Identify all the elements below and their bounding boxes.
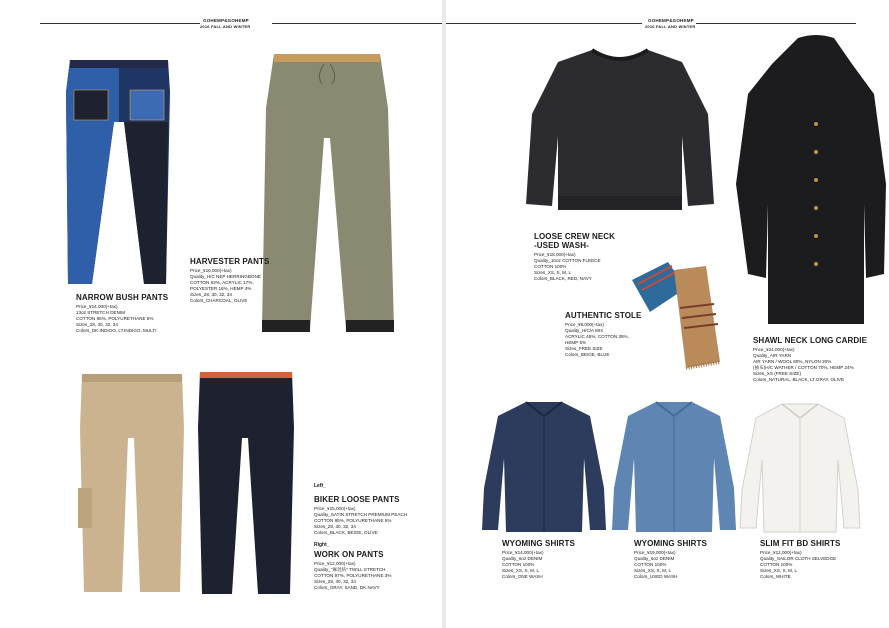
product-spec: (袖布)H/C WATHER / COTTON 70%, HEMP 24% — [753, 365, 854, 370]
product-price: Price_¥18,000(+tax) — [534, 252, 576, 257]
product-colors: Colors_WHITE — [760, 574, 791, 579]
loose-crew-neck-info — [534, 232, 615, 282]
header-season: 2016 FALL AND WINTER — [200, 24, 251, 29]
header-rule — [40, 23, 200, 24]
loose-crew-neck-image — [522, 44, 718, 214]
product-spec: AIR YARN / WOOL 80%, NYLON 20% — [753, 359, 832, 364]
product-price: Price_¥15,000(+tax) — [314, 506, 356, 511]
product-colors: Colors_NATURAL, BLACK, LT.GRAY, OLIVE — [753, 377, 845, 382]
product-colors: Colors_GRAY, SAND, DK.NAVY — [314, 585, 380, 590]
product-name: BIKER LOOSE PANTS — [314, 495, 400, 504]
shawl-neck-cardie-image — [734, 34, 889, 334]
product-spec: COTTON 100% — [502, 562, 535, 567]
authentic-stole-image — [628, 258, 724, 374]
product-spec: 13oz STRETCH DENIM — [76, 310, 126, 315]
product-colors: Colors_CHARCOAL, OLIVE — [190, 298, 248, 303]
product-name: NARROW BUSH PANTS — [76, 293, 169, 302]
product-spec: Quality_10oz COTTON FLEECE — [534, 258, 601, 263]
product-sizes: Sizes_28, 30, 32, 34 — [76, 322, 118, 327]
product-price: Price_¥24,000(+tax) — [753, 347, 795, 352]
slim-fit-bd-shirt-image — [738, 400, 862, 534]
product-price: Price_¥19,000(+tax) — [634, 550, 676, 555]
product-spec: Quality_6oz DENIM — [502, 556, 543, 561]
left-page — [0, 0, 442, 628]
product-sizes: Sizes_28, 30, 32, 34 — [314, 524, 356, 529]
header-brand: GOHEMP&GOHEMP — [203, 18, 249, 23]
product-spec: Quality_H/C/A MIX — [565, 328, 604, 333]
wyoming-shirt-onewash-image — [480, 398, 608, 534]
product-colors: Colors_BLACK, RED, NAVY — [534, 276, 592, 281]
product-sizes: Sizes_XS, S, M, L — [534, 270, 572, 275]
product-spec: HEMP 5% — [565, 340, 587, 345]
product-price: Price_¥16,000(+tax) — [190, 268, 232, 273]
position-label: Right_ — [314, 542, 330, 548]
product-spec: COTTON 97%, POLYURETHANE 3% — [314, 573, 392, 578]
work-on-pants-image — [194, 368, 298, 600]
wyoming-shirt-onewash-info — [502, 539, 575, 580]
product-sizes: Sizes_28, 30, 32, 34 — [190, 292, 232, 297]
product-spec: POLYESTER 16%, HEMP 4% — [190, 286, 252, 291]
product-sizes: Sizes_XS, S, M, L — [760, 568, 798, 573]
product-spec: Quality_H/C NEP HERRINGBONE — [190, 274, 261, 279]
product-name: WORK ON PANTS — [314, 550, 384, 559]
slim-fit-bd-shirt-info — [760, 539, 840, 580]
product-name: SHAWL NECK LONG CARDIE — [753, 336, 868, 345]
product-sizes: Sizes_XS, S, M, L — [502, 568, 540, 573]
product-sizes: Sizes_XS, S, M, L — [634, 568, 672, 573]
authentic-stole-info — [565, 311, 641, 358]
product-price: Price_¥12,000(+tax) — [314, 561, 356, 566]
product-colors: Colors_DK.INDIGO, LT.INDIGO, MULTI — [76, 328, 157, 333]
product-colors: Colors_USED WASH — [634, 574, 678, 579]
narrow-bush-pants-image — [62, 52, 177, 292]
biker-work-pants-info — [314, 483, 407, 591]
product-spec: Quality_6oz DENIM — [634, 556, 675, 561]
product-name: WYOMING SHIRTS — [634, 539, 707, 548]
header-rule — [696, 23, 856, 24]
product-price: Price_¥12,000(+tax) — [760, 550, 802, 555]
narrow-bush-pants-info — [76, 293, 168, 334]
product-name: HARVESTER PANTS — [190, 257, 270, 266]
right-page — [446, 0, 889, 628]
header-rule — [446, 23, 642, 24]
wyoming-shirt-usedwash-image — [610, 398, 738, 534]
product-spec: Quality_AIR YARN — [753, 353, 792, 358]
page-header-left — [0, 18, 442, 32]
product-spec: Quality_"麻混紡" TWILL STRETCH — [314, 567, 386, 572]
product-subname: -USED WASH- — [534, 241, 589, 250]
product-spec: Quality_SAILOR CLOTH SELVEDGE — [760, 556, 837, 561]
product-sizes: Sizes_FREE SIZE — [565, 346, 603, 351]
product-name: AUTHENTIC STOLE — [565, 311, 642, 320]
shawl-neck-cardie-info — [753, 336, 867, 383]
product-colors: Colors_ONE WASH — [502, 574, 543, 579]
product-spec: COTTON 100% — [634, 562, 667, 567]
wyoming-shirt-usedwash-info — [634, 539, 707, 580]
product-spec: COTTON 95%, POLYURETHANE 5% — [314, 518, 392, 523]
product-sizes: Sizes_28, 30, 32, 34 — [314, 579, 356, 584]
product-price: Price_¥14,000(+tax) — [502, 550, 544, 555]
header-brand: GOHEMP&GOHEMP — [648, 18, 694, 23]
harvester-pants-info — [190, 257, 269, 304]
product-price: Price_¥8,000(+tax) — [565, 322, 604, 327]
product-spec: ACRYLIC 45%, COTTON 35%, — [565, 334, 629, 339]
product-spec: Quality_SATIN STRETCH PREMIUM PEACH — [314, 512, 408, 517]
product-colors: Colors_BEIGE, BLUE — [565, 352, 610, 357]
product-colors: Colors_BLACK, BEIGE, OLIVE — [314, 530, 378, 535]
header-rule — [272, 23, 442, 24]
product-sizes: Sizes_XS (FREE SIZE) — [753, 371, 801, 376]
product-name: SLIM FIT BD SHIRTS — [760, 539, 841, 548]
page-header-right — [446, 18, 889, 32]
biker-loose-pants-image — [76, 368, 188, 600]
product-spec: COTTON 100% — [534, 264, 567, 269]
product-name: LOOSE CREW NECK — [534, 232, 616, 241]
product-spec: COTTON 100% — [760, 562, 793, 567]
product-spec: COTTON 95%, POLYURETHANE 5% — [76, 316, 154, 321]
product-name: WYOMING SHIRTS — [502, 539, 575, 548]
header-season: 2016 FALL AND WINTER — [645, 24, 696, 29]
product-spec: COTTON 63%, ACRYLIC 17%, — [190, 280, 254, 285]
position-label: Left_ — [314, 483, 326, 489]
product-price: Price_¥14,000(+tax) — [76, 304, 118, 309]
harvester-pants-image — [256, 48, 398, 338]
